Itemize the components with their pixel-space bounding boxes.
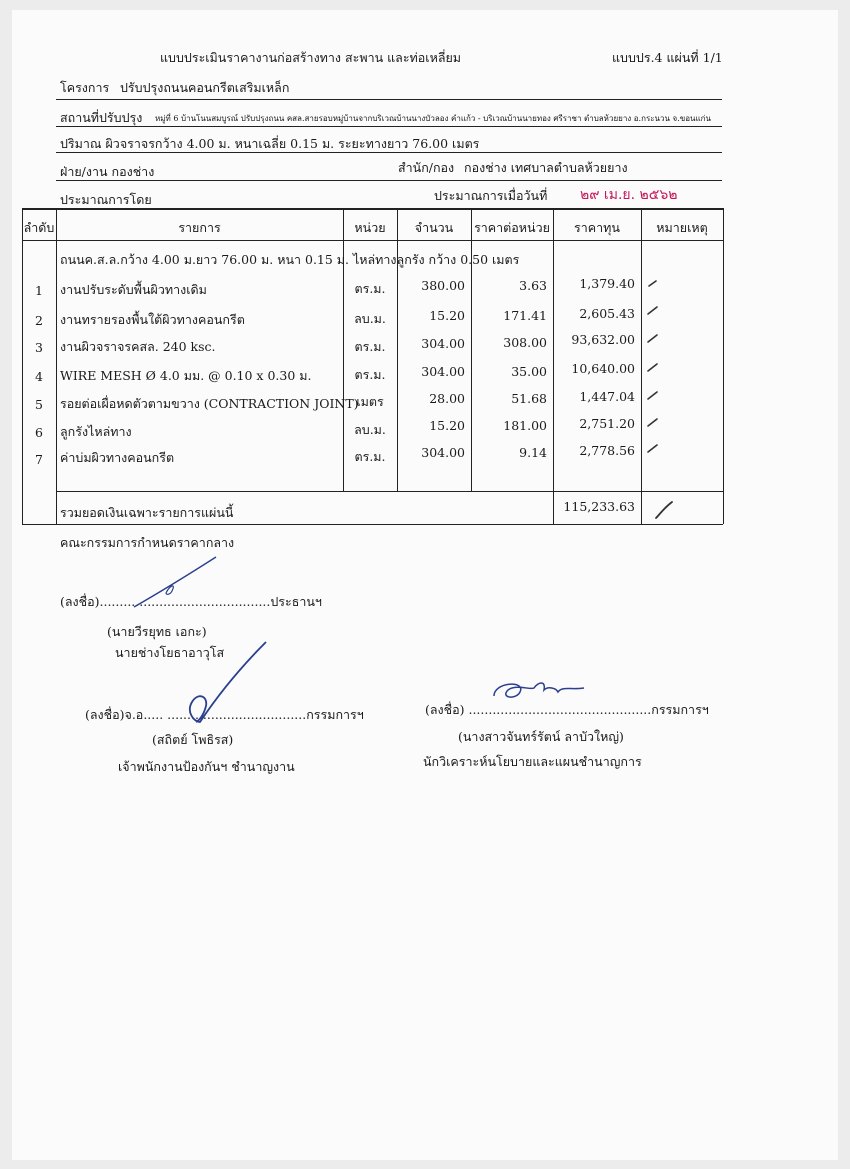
row-7-no: 7: [35, 452, 43, 467]
chair-signature-line: (ลงชื่อ)...........................................ประธานฯ: [60, 594, 322, 609]
row-7-cost: 2,778.56: [579, 443, 635, 458]
row-1-cost: 1,379.40: [579, 276, 635, 291]
quantity-text: ปริมาณ ผิวจราจรกว้าง 4.00 ม. หนาเฉลี่ย 0.15 ม. ระยะทางยาว 76.00 เมตร: [60, 136, 480, 151]
row-2-item: งานทรายรองพื้นใต้ผิวทางคอนกรีต: [60, 312, 245, 327]
chair-position: นายช่างโยธาอาวุโส: [115, 645, 225, 660]
row-3-item: งานผิวจราจรคสล. 240 ksc.: [60, 339, 216, 354]
row-2-unit: ลบ.ม.: [354, 311, 386, 326]
location-label: สถานที่ปรับปรุง: [60, 110, 143, 125]
header-qty: จำนวน: [414, 220, 454, 235]
member1-signature-line: (ลงชื่อ)จ.อ..... ...................................กรรมการฯ: [85, 707, 364, 722]
row-4-cost: 10,640.00: [571, 361, 635, 376]
row-7-unit-price: 9.14: [519, 445, 547, 460]
row-6-unit: ลบ.ม.: [354, 422, 386, 437]
check-mark-icon: [648, 335, 657, 342]
header-unit: หน่วย: [354, 220, 386, 235]
form-id: แบบปร.4 แผ่นที่ 1/1: [612, 50, 723, 65]
total-check-mark-icon: [650, 500, 680, 522]
section-heading: ถนนค.ส.ล.กว้าง 4.00 ม.ยาว 76.00 ม. หนา 0.15 ม. ไหล่ทางลูกรัง กว้าง 0.50 เมตร: [60, 252, 520, 267]
row-6-item: ลูกรังไหล่ทาง: [60, 424, 132, 439]
header-no: ลำดับ: [23, 220, 55, 235]
estimator-label: ประมาณการโดย: [60, 192, 152, 207]
row-2-unit-price: 171.41: [503, 308, 547, 323]
row-6-cost: 2,751.20: [579, 416, 635, 431]
check-mark-icon: [648, 392, 657, 399]
office-label: สำนัก/กอง: [398, 160, 455, 175]
check-mark-icon: [648, 307, 657, 314]
row-5-unit-price: 51.68: [511, 391, 547, 406]
row-6-no: 6: [35, 425, 43, 440]
estimate-date: ๒๙ เม.ย. ๒๕๖๒: [580, 187, 678, 203]
row-2-no: 2: [35, 313, 43, 328]
member1-position: เจ้าพนักงานป้องกันฯ ชำนาญงาน: [118, 759, 295, 774]
row-5-qty: 28.00: [429, 391, 465, 406]
row-3-unit-price: 308.00: [503, 335, 547, 350]
row-3-qty: 304.00: [421, 336, 465, 351]
check-mark-icon: [648, 419, 657, 426]
estimate-date-label: ประมาณการเมื่อวันที่: [434, 188, 548, 203]
member2-name: (นางสาวจันทร์รัตน์ ลาบัวใหญ่): [458, 729, 624, 744]
row-1-item: งานปรับระดับพื้นผิวทางเดิม: [60, 282, 207, 297]
row-3-unit: ตร.ม.: [354, 339, 386, 354]
row-1-unit-price: 3.63: [519, 278, 547, 293]
department: ฝ่าย/งาน กองช่าง: [60, 164, 155, 179]
committee-heading: คณะกรรมการกำหนดราคากลาง: [60, 535, 235, 550]
row-5-cost: 1,447.04: [579, 389, 635, 404]
check-mark-icon: [649, 281, 656, 286]
row-3-cost: 93,632.00: [571, 332, 635, 347]
document-title: แบบประเมินราคางานก่อสร้างทาง สะพาน และท่อเหลี่ยม: [160, 50, 462, 65]
member1-name: (สถิตย์ โพธิรส): [152, 732, 234, 747]
header-remark: หมายเหตุ: [656, 220, 708, 235]
location-text: หมู่ที่ 6 บ้านโนนสมบูรณ์ ปรับปรุงถนน คสล.สายรอบหมู่บ้านจากบริเวณบ้านนางบัวลอง คำแก้ว - บริเวณบ้านนายทอง ศรีราชา ตำบลห้วยยาง อ.กระนวน จ.ขอนแก่น: [155, 114, 711, 123]
row-7-unit: ตร.ม.: [354, 449, 386, 464]
row-4-unit: ตร.ม.: [354, 367, 386, 382]
row-4-no: 4: [35, 369, 43, 384]
row-7-qty: 304.00: [421, 445, 465, 460]
office-name: กองช่าง เทศบาลตำบลห้วยยาง: [464, 160, 628, 175]
row-1-no: 1: [35, 283, 43, 298]
member1-signature-icon: [178, 640, 268, 725]
header-unit-price: ราคาต่อหน่วย: [474, 220, 550, 235]
project-label: โครงการ: [60, 80, 110, 95]
project-name: ปรับปรุงถนนคอนกรีตเสริมเหล็ก: [120, 80, 290, 95]
row-4-qty: 304.00: [421, 364, 465, 379]
total-label: รวมยอดเงินเฉพาะรายการแผ่นนี้: [60, 505, 234, 520]
chair-signature-icon: [130, 555, 220, 610]
row-6-unit-price: 181.00: [503, 418, 547, 433]
row-1-qty: 380.00: [421, 278, 465, 293]
check-marks: [645, 276, 665, 476]
row-2-qty: 15.20: [429, 308, 465, 323]
row-5-item: รอยต่อเผื่อหดตัวตามขวาง (CONTRACTION JOINT): [60, 396, 359, 411]
member2-signature-icon: [486, 676, 596, 706]
row-6-qty: 15.20: [429, 418, 465, 433]
row-4-unit-price: 35.00: [511, 364, 547, 379]
chair-name: (นายวีรยุทธ เอกะ): [107, 624, 207, 639]
row-5-unit: เมตร: [356, 394, 384, 409]
row-5-no: 5: [35, 397, 43, 412]
check-mark-icon: [648, 445, 657, 452]
member2-signature-line: (ลงชื่อ) ..............................................กรรมการฯ: [425, 702, 709, 717]
row-7-item: ค่าบ่มผิวทางคอนกรีต: [60, 450, 175, 465]
row-2-cost: 2,605.43: [579, 306, 635, 321]
header-item: รายการ: [178, 220, 221, 235]
row-1-unit: ตร.ม.: [354, 281, 386, 296]
row-3-no: 3: [35, 340, 43, 355]
row-4-item: WIRE MESH Ø 4.0 มม. @ 0.10 x 0.30 ม.: [60, 368, 312, 383]
check-mark-icon: [648, 364, 657, 371]
total-amount: 115,233.63: [563, 499, 635, 514]
member2-position: นักวิเคราะห์นโยบายและแผนชำนาญการ: [423, 754, 642, 769]
header-cost: ราคาทุน: [574, 220, 620, 235]
